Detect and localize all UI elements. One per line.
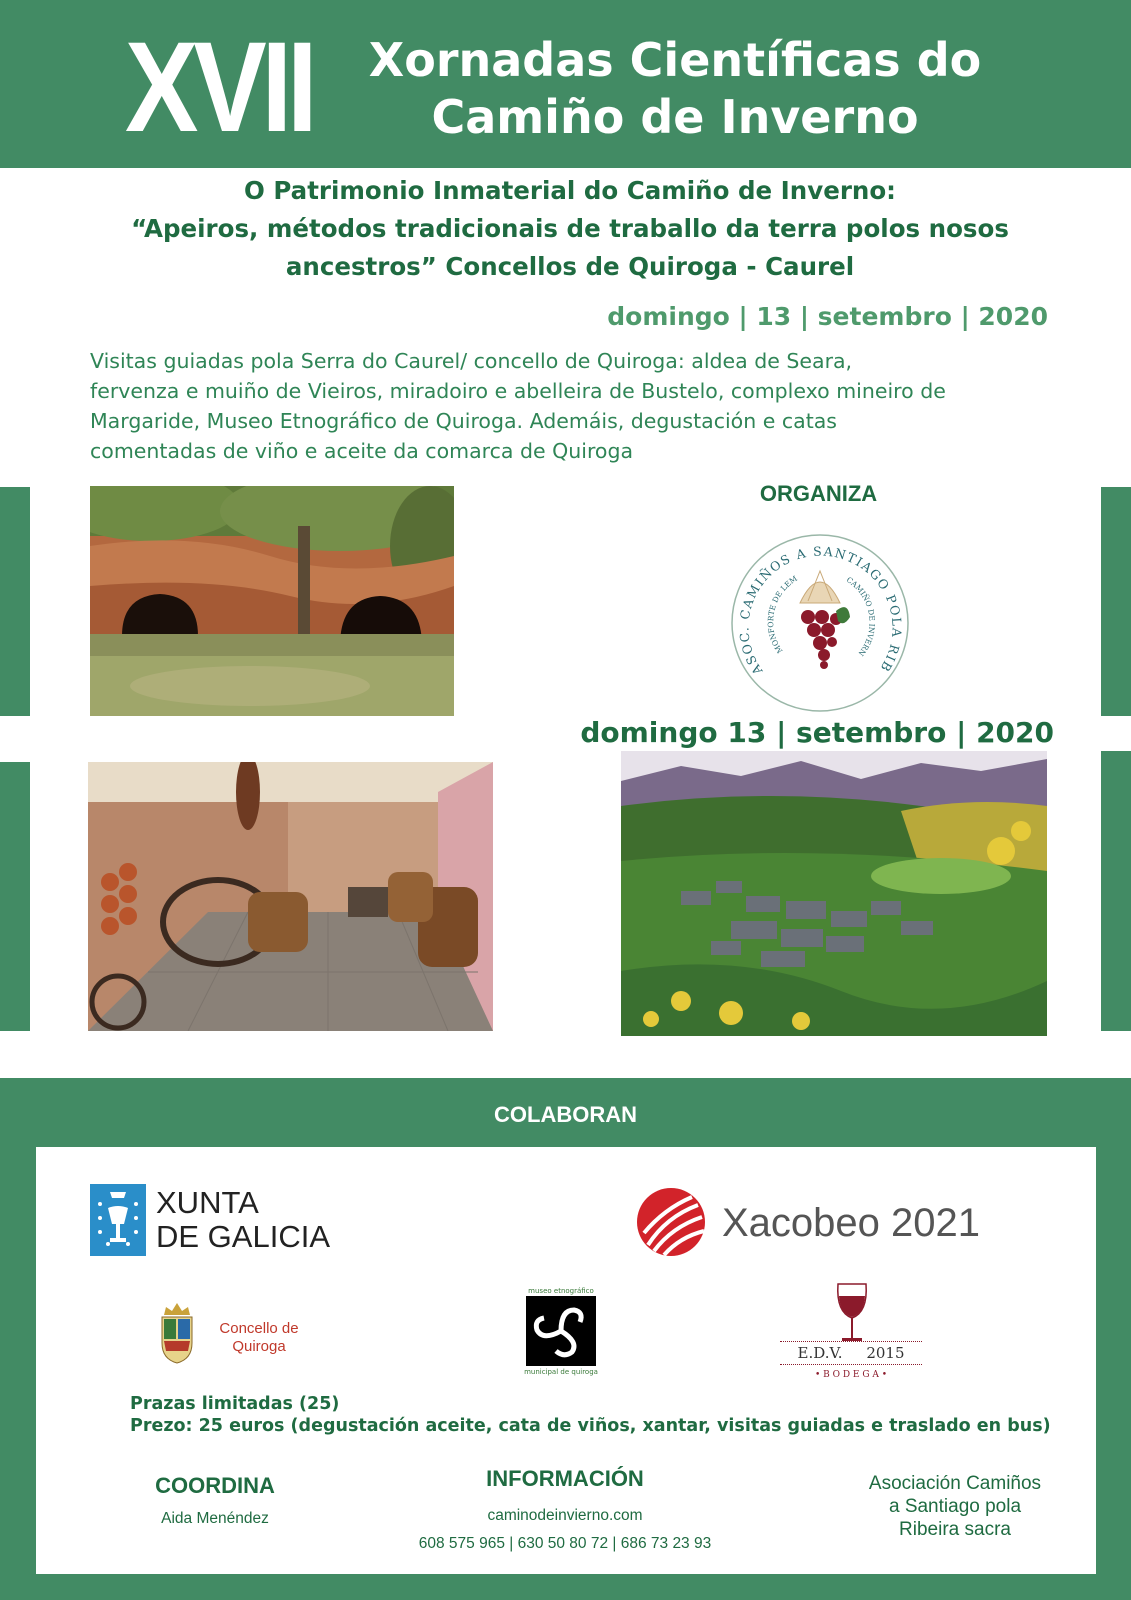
coordina-label: COORDINA [155,1473,275,1498]
edition-roman-numeral: XVII [125,16,313,159]
price-info [130,1393,1090,1437]
event-title [350,32,1000,146]
association-line2: a Santiago pola [888,1496,1022,1517]
right-sidebar-top [1101,487,1131,716]
description-line4: comentadas de viño e aceite da comarca de Quiroga [90,439,634,463]
museo-triskele-icon [526,1296,596,1366]
event-title-line1: Xornadas Científicas do [368,33,982,87]
association-seal-logo [728,531,912,715]
quiroga-line1: Concello de [219,1320,299,1337]
photo-caurel-village [621,751,1047,1036]
event-description [90,346,1070,466]
xunta-line1: XUNTA [156,1185,259,1220]
phone-numbers: 608 575 965 | 630 50 80 72 | 686 73 23 93 [418,1535,712,1552]
subtitle-line2: “Apeiros, métodos tradicionais de traballo da terra polos nosos [131,214,1009,243]
association-line3: Ribeira sacra [899,1519,1011,1540]
edv-logo-text [780,1341,922,1365]
quiroga-line2: Quiroga [232,1338,286,1355]
subtitle-line3: ancestros” Concellos de Quiroga - Caurel [285,252,855,281]
xunta-line2: DE GALICIA [156,1219,330,1254]
event-title-line2: Camiño de Inverno [431,90,919,144]
photo-mine-caves [90,486,454,716]
photo-ethnographic-museum [88,762,493,1031]
left-sidebar-bottom [0,762,30,1031]
bodega-text: • B O D E G A • [814,1370,888,1380]
xunta-logo-text [156,1186,330,1254]
organiza-label: ORGANIZA [759,481,878,506]
xacobeo-logo-text: Xacobeo 2021 [722,1201,981,1245]
museo-bottom-text: municipal de quiroga [524,1368,598,1376]
quiroga-logo-text [204,1320,314,1356]
association-name [840,1472,1070,1541]
website-link[interactable]: caminodeinvierno.com [487,1507,643,1524]
left-sidebar-top [0,487,30,716]
museo-top-text: museo etnográfico [528,1287,594,1295]
seal-left-text: MONFORTE DE LEM [766,573,799,655]
event-date-middle: domingo 13 | setembro | 2020 [580,716,1054,749]
seal-outer-text: ASOC. CAMIÑOS A SANTIAGO POLA RIB [736,543,905,678]
right-sidebar-bottom [1101,751,1131,1031]
description-line3: Margaride, Museo Etnográfico de Quiroga. Ademáis, degustación e catas [90,409,837,433]
description-line1: Visitas guiadas pola Serra do Caurel/ concello de Quiroga: aldea de Seara, [90,349,853,373]
subtitle-line1: O Patrimonio Inmaterial do Camiño de Inverno: [244,176,896,205]
edv-text: E.D.V. [797,1344,843,1362]
seal-right-text: CAMIÑO DE INVERN [844,575,877,658]
description-line2: fervenza e muiño de Vieiros, miradoiro e abelleira de Bustelo, complexo mineiro de [90,379,946,403]
association-line1: Asociación Camiños [868,1473,1042,1494]
edv-year: 2015 [866,1344,905,1362]
xacobeo-shell-icon [636,1187,706,1257]
informacion-label: INFORMACIÓN [486,1466,644,1491]
xunta-emblem-icon [90,1184,146,1256]
limited-places: Prazas limitadas (25) [130,1394,340,1414]
coordina-name: Aida Menéndez [161,1510,269,1527]
wine-glass-icon [832,1282,872,1344]
price-details: Prezo: 25 euros (degustación aceite, cata de viños, xantar, visitas guiadas e traslado en bus) [130,1416,1051,1436]
colaboran-label: COLABORAN [494,1102,637,1127]
event-date-top: domingo | 13 | setembro | 2020 [607,302,1048,331]
quiroga-coat-of-arms-icon [158,1301,196,1365]
